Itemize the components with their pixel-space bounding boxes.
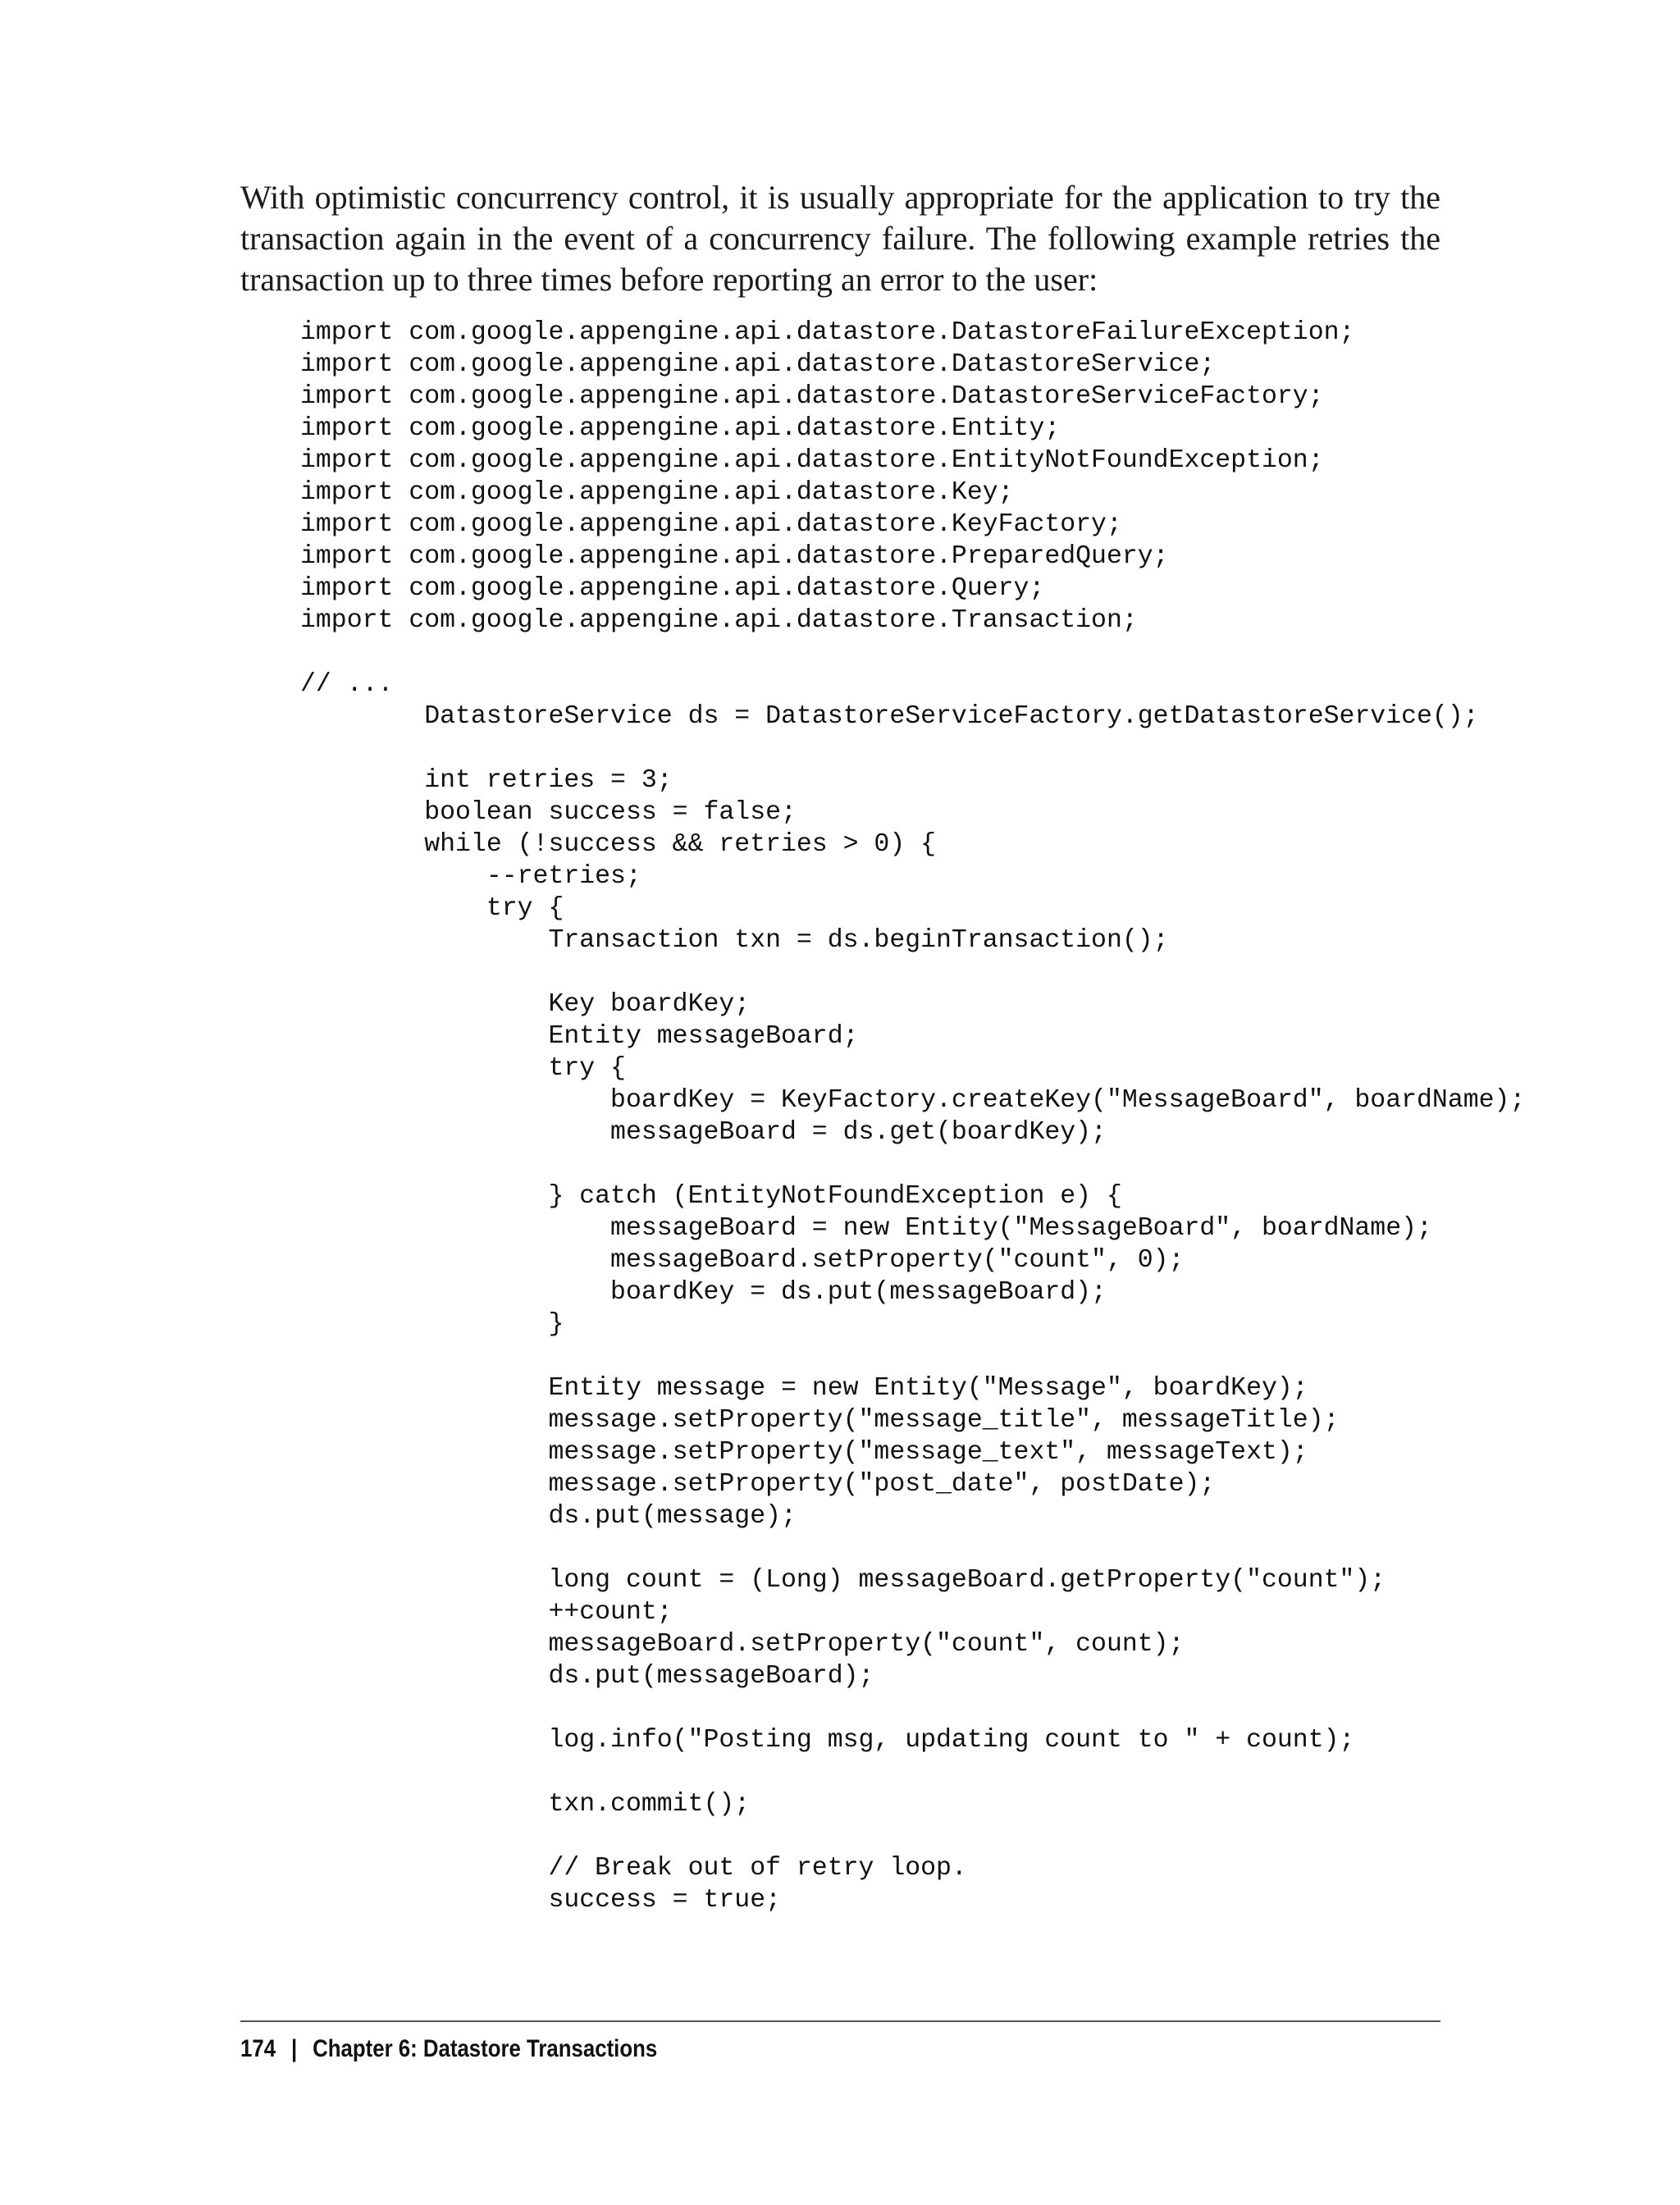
code-line: --retries; [300, 862, 641, 891]
code-line: ds.put(message); [300, 1502, 797, 1531]
code-line: // Break out of retry loop. [300, 1854, 967, 1883]
code-line: import com.google.appengine.api.datastore.Entity; [300, 414, 1061, 443]
code-line: try { [300, 1054, 626, 1083]
code-line: ++count; [300, 1598, 673, 1627]
code-line: boolean success = false; [300, 798, 797, 827]
code-line: import com.google.appengine.api.datastore.KeyFactory; [300, 510, 1122, 539]
code-line [300, 1820, 1525, 1852]
code-line: message.setProperty("message_title", messageTitle); [300, 1406, 1340, 1435]
chapter-title: Chapter 6: Datastore Transactions [313, 2035, 658, 2062]
code-line [300, 1692, 1525, 1724]
code-line: success = true; [300, 1886, 781, 1915]
code-line [300, 956, 1525, 988]
footer-separator: | [290, 2035, 298, 2062]
code-listing [300, 317, 1525, 1916]
page-number: 174 [240, 2035, 276, 2062]
code-line: int retries = 3; [300, 766, 673, 795]
code-line: messageBoard.setProperty("count", count); [300, 1630, 1185, 1659]
code-line: } [300, 1310, 564, 1339]
code-line [300, 1340, 1525, 1372]
code-line: // ... [300, 670, 394, 699]
code-line [300, 1148, 1525, 1180]
page-footer [240, 2031, 657, 2067]
code-line: ds.put(messageBoard); [300, 1662, 874, 1691]
code-line: import com.google.appengine.api.datastore.DatastoreService; [300, 350, 1216, 379]
code-line: import com.google.appengine.api.datastore.Key; [300, 478, 1014, 507]
code-line [300, 733, 1525, 765]
code-line: message.setProperty("post_date", postDate); [300, 1470, 1216, 1499]
intro-paragraph: With optimistic concurrency control, it is usually appropriate for the application to try the transaction again in the event of a concurrency failure. The following example retries the transaction up to three times before reporting an error to the user: [240, 179, 1440, 298]
code-line: messageBoard = ds.get(boardKey); [300, 1118, 1107, 1147]
code-line: message.setProperty("message_text", messageText); [300, 1438, 1308, 1467]
code-line: boardKey = ds.put(messageBoard); [300, 1278, 1107, 1307]
code-line: messageBoard = new Entity("MessageBoard", boardName); [300, 1214, 1432, 1243]
code-line: Key boardKey; [300, 990, 751, 1019]
code-line: messageBoard.setProperty("count", 0); [300, 1246, 1185, 1275]
code-line: log.info("Posting msg, updating count to " + count); [300, 1726, 1355, 1755]
code-line: import com.google.appengine.api.datastore.Query; [300, 574, 1045, 603]
code-line: import com.google.appengine.api.datastore.DatastoreServiceFactory; [300, 382, 1324, 411]
code-line: long count = (Long) messageBoard.getProperty("count"); [300, 1566, 1386, 1595]
code-line: Entity message = new Entity("Message", boardKey); [300, 1374, 1308, 1403]
code-line [300, 1532, 1525, 1564]
code-line: import com.google.appengine.api.datastore.EntityNotFoundException; [300, 446, 1324, 475]
code-line: while (!success && retries > 0) { [300, 830, 937, 859]
code-line: } catch (EntityNotFoundException e) { [300, 1182, 1122, 1211]
code-line: DatastoreService ds = DatastoreServiceFactory.getDatastoreService(); [300, 702, 1479, 731]
code-line: boardKey = KeyFactory.createKey("MessageBoard", boardName); [300, 1086, 1526, 1115]
code-line: txn.commit(); [300, 1790, 751, 1819]
code-line: Transaction txn = ds.beginTransaction(); [300, 926, 1169, 955]
code-line: try { [300, 894, 564, 923]
footer-rule [240, 2020, 1440, 2022]
code-line: Entity messageBoard; [300, 1022, 859, 1051]
code-line: import com.google.appengine.api.datastore.DatastoreFailureException; [300, 318, 1355, 347]
code-line [300, 637, 1525, 669]
code-line: import com.google.appengine.api.datastore.PreparedQuery; [300, 542, 1169, 571]
code-line: import com.google.appengine.api.datastore.Transaction; [300, 606, 1138, 635]
code-line [300, 1756, 1525, 1788]
